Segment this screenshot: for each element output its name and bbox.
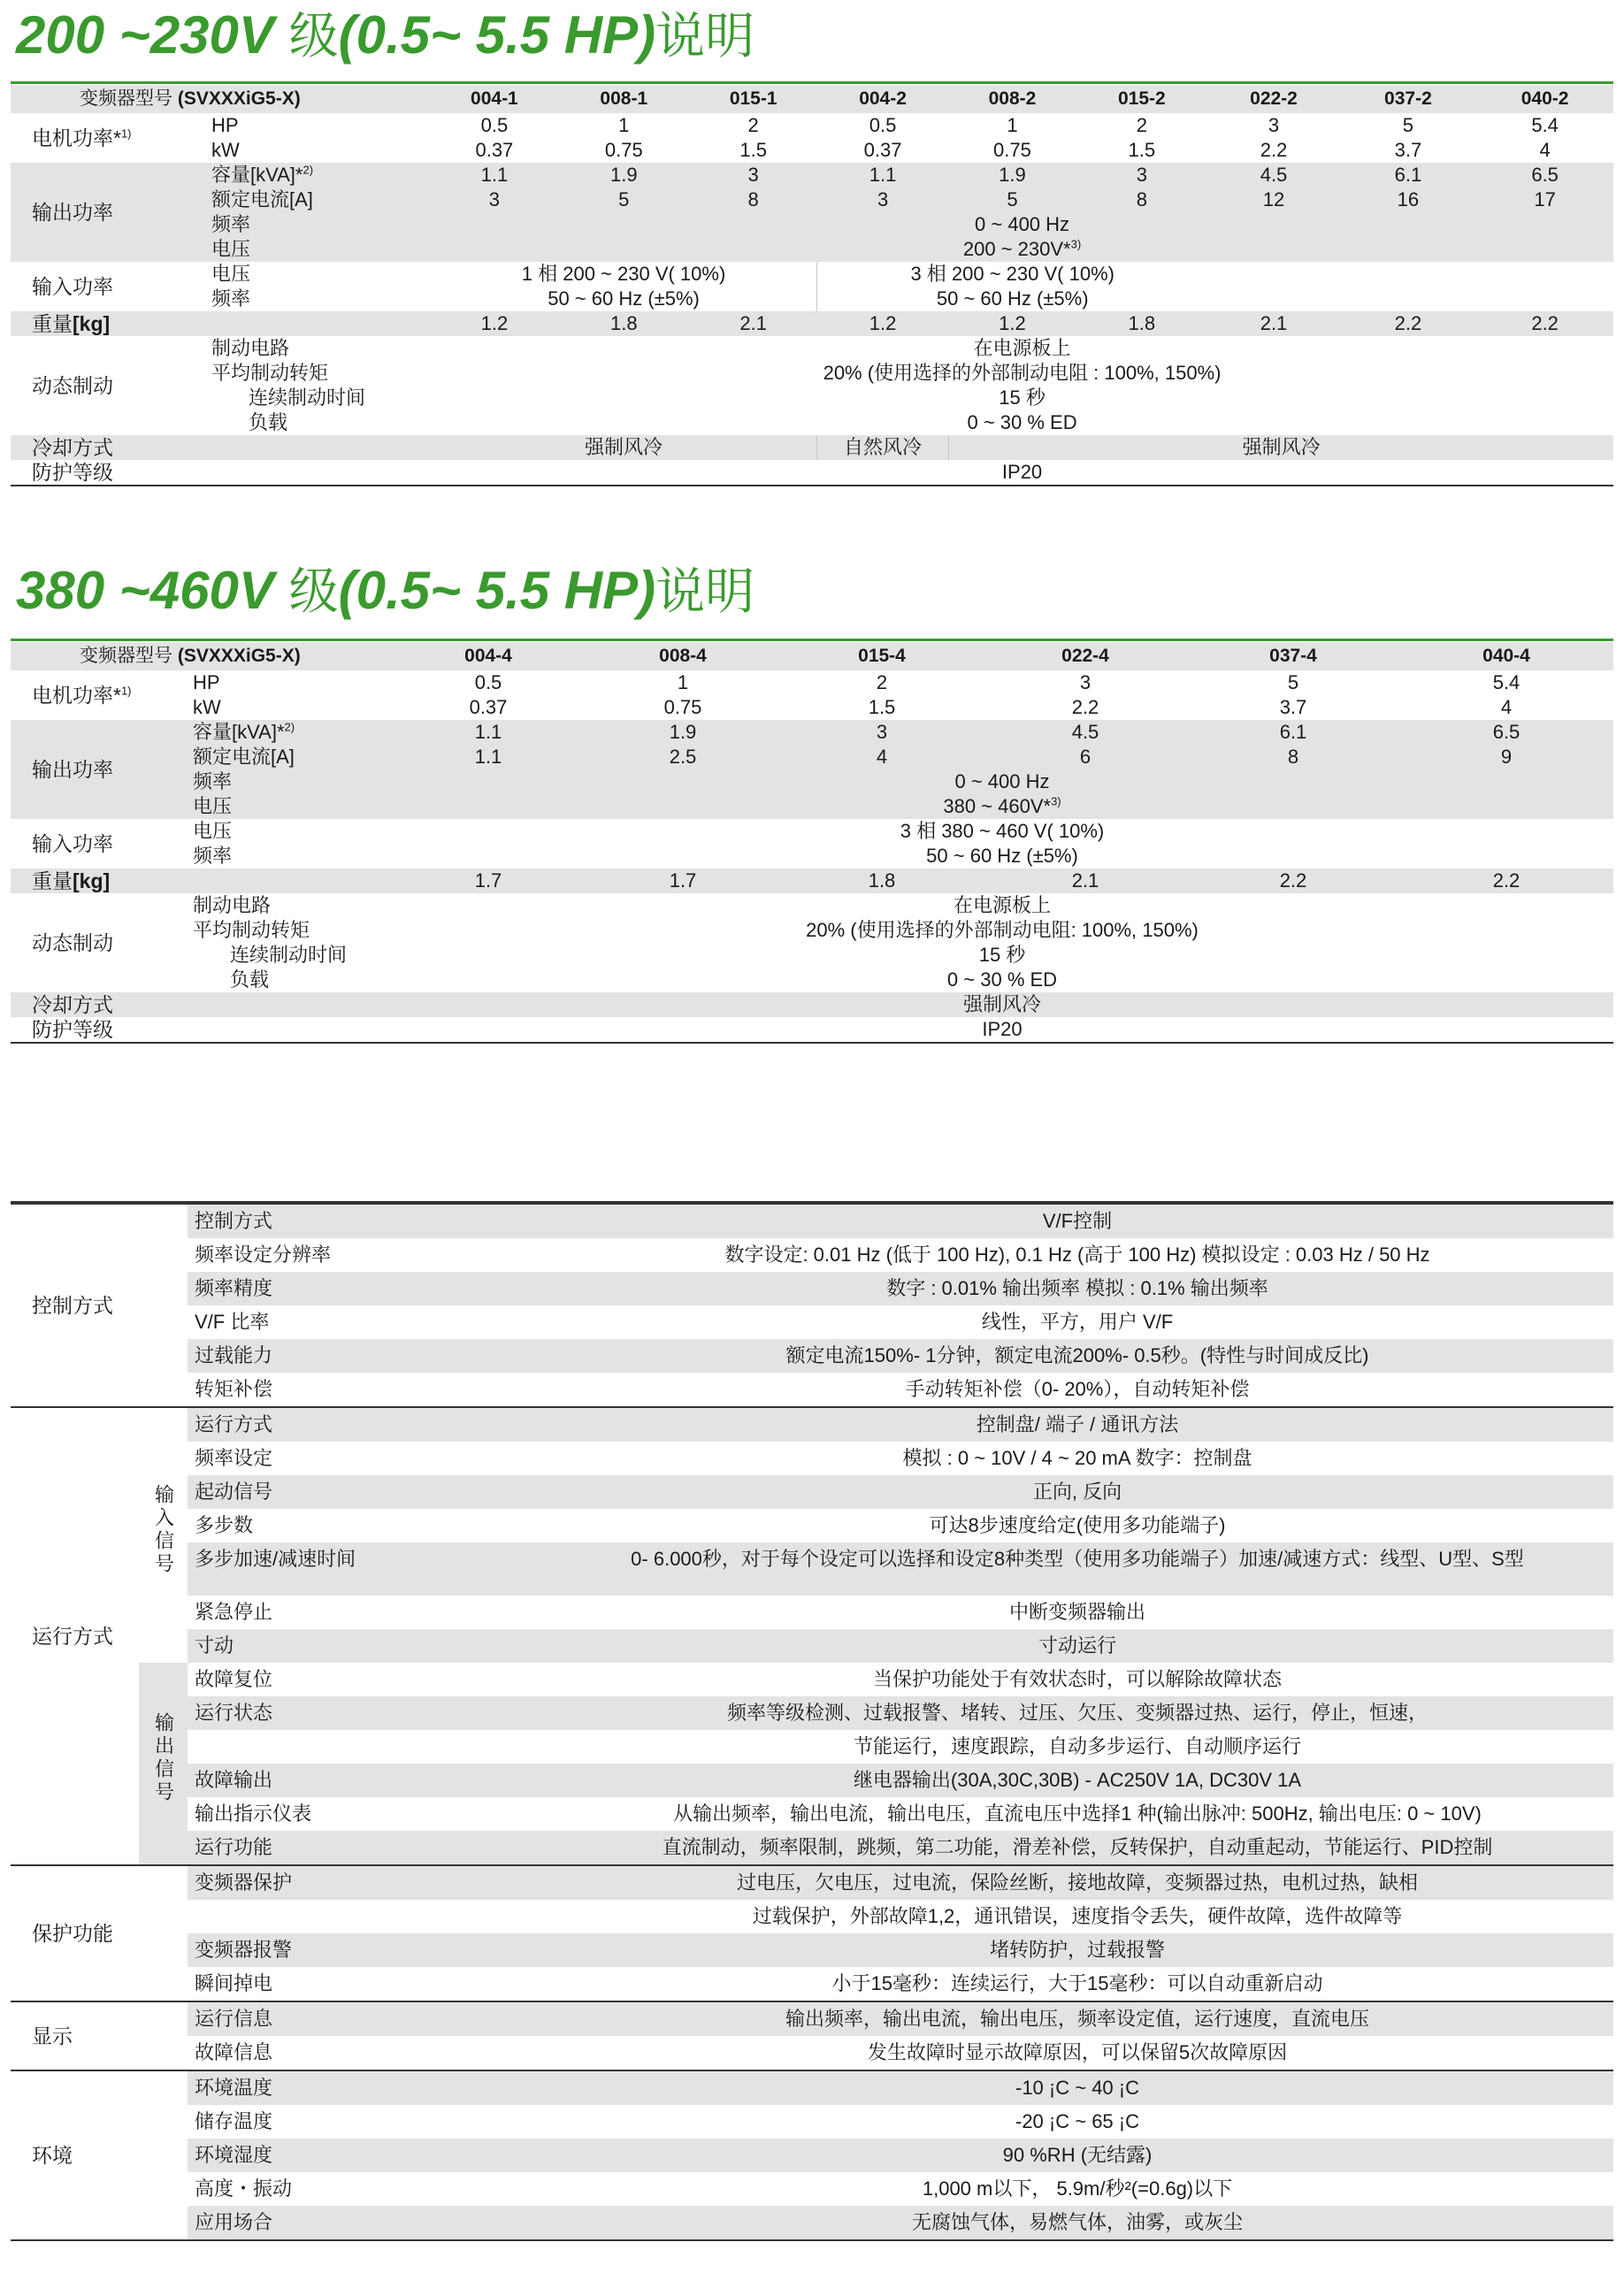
- frequency-row: 频率 0 ~ 400 Hz: [11, 212, 1613, 237]
- spec-value: 堵转防护，过载报警: [541, 1933, 1613, 1967]
- protection-row: 防护等级 IP20: [11, 460, 1613, 486]
- spec-row: [11, 1475, 1613, 1509]
- spec-name: 多步加速/减速时间: [188, 1542, 541, 1596]
- cooling-row: 冷却方式 强制风冷: [11, 992, 1613, 1017]
- brake-circuit-row: 动态制动 制动电路 在电源板上: [11, 336, 1613, 361]
- spec-value: 继电器输出(30A,30C,30B) - AC250V 1A, DC30V 1A: [541, 1764, 1613, 1797]
- spec-row: [11, 2105, 1613, 2139]
- spec-name: 运行信息: [188, 2001, 541, 2036]
- spec-value: 手动转矩补偿（0- 20%），自动转矩补偿: [905, 1378, 1250, 1400]
- spec-row: [11, 1272, 1613, 1305]
- output-power-label: 输出功率: [11, 720, 188, 819]
- spec-name: 运行方式: [188, 1407, 541, 1442]
- spec-name: 变频器报警: [188, 1933, 541, 1967]
- spec-value: 额定电流150%- 1分钟，额定电流200%- 0.5秒。(特性与时间成反比): [541, 1339, 1613, 1373]
- spec-value: 1,000 m以下， 5.9m/秒²(=0.6g)以下: [922, 2177, 1233, 2200]
- model-cell: 037-2: [1340, 85, 1477, 113]
- spec-value: 0- 6.000秒，对于每个设定可以选择和设定8种类型（使用多功能端子）加速/减速方式：线型、U型、S型: [541, 1542, 1613, 1596]
- spec-name: 瞬间掉电: [195, 1972, 273, 1994]
- frequency-row: 频率 0 ~ 400 Hz: [11, 769, 1613, 794]
- spec-value: 控制盘/ 端子 / 通讯方法: [541, 1407, 1613, 1442]
- kw-row: kW 0.37 0.75 1.5 2.2 3.7 4: [193, 696, 1513, 718]
- spec-value: 90 %RH (无结露): [541, 2139, 1613, 2172]
- spec-name: 频率设定: [195, 1447, 273, 1469]
- protection-row: 防护等级 IP20: [11, 1017, 1613, 1043]
- spec-row: [11, 1831, 1613, 1865]
- spec-row: [11, 1730, 1613, 1764]
- header-row: 变频器型号 (SVXXXiG5-X) 004-4 008-4 015-4 022-4 037-4 040-4: [11, 642, 1613, 670]
- general-spec-table: [11, 1203, 1613, 2241]
- input-power-label: 输入功率: [32, 832, 113, 855]
- table-bottom-rule: [11, 2239, 1613, 2241]
- spec-row: [11, 1373, 1613, 1407]
- spec-name: 储存温度: [195, 2110, 273, 2132]
- spec-name: 环境温度: [188, 2070, 541, 2105]
- model-cell: 015-2: [1076, 85, 1207, 113]
- dynamic-braking-label: 动态制动: [32, 374, 113, 397]
- spec-value: -10 ¡C ~ 40 ¡C: [541, 2070, 1613, 2105]
- spec-row: [11, 1596, 1613, 1629]
- spec-value: 中断变频器输出: [1008, 1601, 1145, 1623]
- model-cell: 004-4: [391, 642, 586, 670]
- spec-row: [11, 1797, 1613, 1831]
- model-cell: 015-4: [780, 642, 984, 670]
- title-underline: [11, 639, 1613, 641]
- header-row: 变频器型号 (SVXXXiG5-X) 004-1 008-1 015-1 004-2 008-2 015-2 022-2 037-2 040-2: [11, 85, 1613, 113]
- spec-table-230v: [11, 85, 1613, 486]
- spec-name: 寸动: [188, 1629, 541, 1663]
- spec-row: [11, 1238, 1613, 1272]
- spec-value: 直流制动，频率限制，跳频，第二功能，滑差补偿，反转保护，自动重起动，节能运行、PID控制: [541, 1831, 1613, 1865]
- category-label: 运行方式: [11, 1407, 139, 1865]
- current-row: 额定电流[A] 1.1 2.5 4 6 8 9: [11, 745, 1613, 769]
- spec-name: 过载能力: [188, 1339, 541, 1373]
- category-label: 环境: [11, 2070, 188, 2239]
- spec-value: 小于15毫秒：连续运行，大于15毫秒：可以自动重新启动: [831, 1972, 1323, 1994]
- spec-row: [11, 1339, 1613, 1373]
- spec-row: [11, 1629, 1613, 1663]
- spec-value: 寸动运行: [541, 1629, 1613, 1663]
- capacity-row: 输出功率 容量[kVA]*$^{2)}$ 1.1 1.9 3 1.1 1.9 3 4.5 6.1 6.5: [11, 163, 1613, 188]
- model-label: 变频器型号: [80, 88, 172, 109]
- model-cell: 040-4: [1399, 642, 1613, 670]
- spec-name: [188, 1730, 541, 1764]
- spec-name: 紧急停止: [195, 1601, 273, 1623]
- spec-value: 数字 : 0.01% 输出频率 模拟 : 0.1% 输出频率: [541, 1272, 1613, 1305]
- input-power-label: 输入功率: [32, 275, 113, 298]
- input-voltage-row: 输入功率 电压 3 相 380 ~ 460 V( 10%): [11, 819, 1613, 844]
- weight-row: 重量[kg] 1.2 1.8 2.1 1.2 1.2 1.8 2.1 2.2 2.2: [11, 311, 1613, 336]
- input-signal-label: 输入信号: [139, 1407, 188, 1663]
- brake-circuit-row: 动态制动 制动电路 在电源板上: [11, 893, 1613, 918]
- input-voltage-row: 输入功率 电压 1 相 200 ~ 230 V( 10%) 3 相 200 ~ 230 V( 10%): [11, 262, 1613, 287]
- load-row: 负载 0 ~ 30 % ED: [248, 411, 1077, 433]
- spec-value: 模拟 : 0 ~ 10V / 4 ~ 20 mA 数字：控制盘: [902, 1447, 1252, 1469]
- spec-row: [11, 1305, 1613, 1339]
- dynamic-braking-label: 动态制动: [32, 931, 113, 954]
- spec-value: 从输出频率，输出电流，输出电压，直流电压中选择1 种(输出脉冲: 500Hz, 输出电压: 0 ~ 10V): [673, 1802, 1482, 1825]
- model-cell: 008-4: [586, 642, 780, 670]
- spec-name: 故障信息: [195, 2041, 273, 2063]
- output-signal-label: 输出信号: [139, 1663, 188, 1865]
- spec-value: 发生故障时显示故障原因，可以保留5次故障原因: [867, 2041, 1288, 2063]
- spec-value: 输出频率，输出电流，输出电压，频率设定值，运行速度，直流电压: [541, 2001, 1613, 2036]
- spec-name: 多步数: [195, 1514, 254, 1536]
- spec-row: [11, 1764, 1613, 1797]
- hp-row: 电机功率*$^{1)}$ HP 0.5 1 2 0.5 1 2 3 5 5.4: [32, 114, 1559, 149]
- spec-name: 转矩补偿: [195, 1378, 273, 1400]
- spec-row: [11, 2036, 1613, 2070]
- spec-row: [11, 1696, 1613, 1730]
- weight-row: 重量[kg] 1.7 1.7 1.8 2.1 2.2 2.2: [11, 869, 1613, 893]
- spec-value: 过电压，欠电压，过电流，保险丝断，接地故障，变频器过热，电机过热，缺相: [541, 1865, 1613, 1900]
- spec-value: 频率等级检测、过载报警、堵转、过压、欠压、变频器过热、运行，停止，恒速，: [541, 1696, 1613, 1730]
- model-cell: 004-1: [431, 85, 558, 113]
- spec-row: [11, 1900, 1613, 1933]
- section-title-230v: 200 ~230V 级(0.5~ 5.5 HP)说明: [16, 5, 755, 65]
- spec-table-460v: [11, 642, 1613, 1044]
- avg-torque-row: 平均制动转矩 20% (使用选择的外部制动电阻: 100%, 150%): [193, 919, 1199, 941]
- spec-value: 线性，平方，用户 V/F: [981, 1311, 1174, 1333]
- model-cell: 022-4: [984, 642, 1187, 670]
- spec-name: 频率设定分辨率: [195, 1244, 332, 1266]
- model-cell: 022-2: [1207, 85, 1339, 113]
- spec-value: -20 ¡C ~ 65 ¡C: [1015, 2110, 1139, 2132]
- spec-row: [11, 1967, 1613, 2001]
- spec-row: [11, 1509, 1613, 1542]
- general-spec-body: [11, 1204, 1613, 2241]
- input-frequency-row: 频率 50 ~ 60 Hz (±5%) 50 ~ 60 Hz (±5%): [11, 287, 1613, 311]
- spec-row: [11, 1933, 1613, 1967]
- spec-value: 正向, 反向: [541, 1475, 1613, 1509]
- cooling-row: 冷却方式 强制风冷 自然风冷 强制风冷: [11, 435, 1613, 460]
- spec-row: [11, 1542, 1613, 1596]
- avg-torque-row: 平均制动转矩 20% (使用选择的外部制动电阻 : 100%, 150%): [211, 362, 1222, 384]
- hp-row: 电机功率*$^{1)}$ HP 0.5 1 2 3 5 5.4: [32, 671, 1521, 707]
- spec-value: 可达8步速度给定(使用多功能端子): [929, 1514, 1226, 1536]
- spec-name: 故障输出: [188, 1764, 541, 1797]
- cont-time-row: 连续制动时间 15 秒: [230, 944, 1026, 966]
- spec-name: [188, 1900, 541, 1933]
- model-label: 变频器型号: [80, 646, 172, 666]
- motor-power-label: 电机功率*: [32, 684, 121, 707]
- spec-row: [11, 1663, 1613, 1696]
- spec-row: [11, 1865, 1613, 1900]
- section-title-460v: 380 ~460V 级(0.5~ 5.5 HP)说明: [16, 561, 755, 621]
- model-cell: 015-1: [690, 85, 817, 113]
- spec-value: 数字设定: 0.01 Hz (低于 100 Hz), 0.1 Hz (高于 100 Hz) 模拟设定 : 0.03 Hz / 50 Hz: [724, 1244, 1430, 1266]
- category-label: 显示: [11, 2001, 188, 2070]
- spec-row: [11, 2001, 1613, 2036]
- voltage-row: 电压 380 ~ 460V*$^{3)}$: [11, 794, 1613, 819]
- motor-power-label: 电机功率*: [32, 126, 121, 149]
- spec-name: 运行状态: [188, 1696, 541, 1730]
- capacity-row: 输出功率 容量[kVA]*$^{2)}$ 1.1 1.9 3 4.5 6.1 6.5: [11, 720, 1613, 745]
- output-power-label: 输出功率: [11, 163, 206, 262]
- spec-row: [11, 1204, 1613, 1238]
- category-label: 保护功能: [11, 1865, 188, 2001]
- spec-name: V/F 比率: [195, 1311, 270, 1333]
- spec-name: 应用场合: [188, 2206, 541, 2239]
- spec-value: 无腐蚀气体，易燃气体，油雾，或灰尘: [541, 2206, 1613, 2239]
- spec-row: [11, 2172, 1613, 2206]
- kw-row: kW 0.37 0.75 1.5 0.37 0.75 1.5 2.2 3.7 4: [211, 139, 1551, 161]
- spec-value: V/F控制: [541, 1204, 1613, 1238]
- spec-name: 变频器保护: [188, 1865, 541, 1900]
- spec-name: 控制方式: [188, 1204, 541, 1238]
- input-frequency-row: 频率 50 ~ 60 Hz (±5%): [193, 845, 1078, 867]
- model-cell: 008-1: [558, 85, 690, 113]
- title-underline: [11, 81, 1613, 84]
- spec-name: 运行功能: [188, 1831, 541, 1865]
- spec-name: 输出指示仪表: [195, 1802, 312, 1825]
- model-cell: 040-2: [1476, 85, 1613, 113]
- spec-row: [11, 1442, 1613, 1475]
- cont-time-row: 连续制动时间 15 秒: [248, 386, 1046, 409]
- spec-row: [11, 1407, 1613, 1442]
- current-row: 额定电流[A] 3 5 8 3 5 8 12 16 17: [11, 188, 1613, 212]
- spec-name: 高度・振动: [195, 2177, 293, 2200]
- voltage-row: 电压 200 ~ 230V*$^{3)}$: [11, 237, 1613, 262]
- spec-name: 环境湿度: [188, 2139, 541, 2172]
- model-cell: 037-4: [1187, 642, 1399, 670]
- load-row: 负载 0 ~ 30 % ED: [230, 968, 1058, 991]
- spec-value: 节能运行，速度跟踪，自动多步运行、自动顺序运行: [853, 1735, 1301, 1757]
- spec-name: 起动信号: [188, 1475, 541, 1509]
- spec-row: [11, 2206, 1613, 2239]
- category-label: 控制方式: [11, 1204, 188, 1407]
- model-cell: 008-2: [949, 85, 1076, 113]
- spec-row: [11, 2070, 1613, 2105]
- spec-name: 故障复位: [195, 1668, 273, 1690]
- spec-value: 过载保护，外部故障1,2，通讯错误，速度指令丢失，硬件故障，选件故障等: [752, 1905, 1403, 1927]
- spec-value: 当保护功能处于有效状态时，可以解除故障状态: [872, 1668, 1282, 1690]
- model-cell: 004-2: [816, 85, 948, 113]
- spec-name: 频率精度: [188, 1272, 541, 1305]
- spec-row: [11, 2139, 1613, 2172]
